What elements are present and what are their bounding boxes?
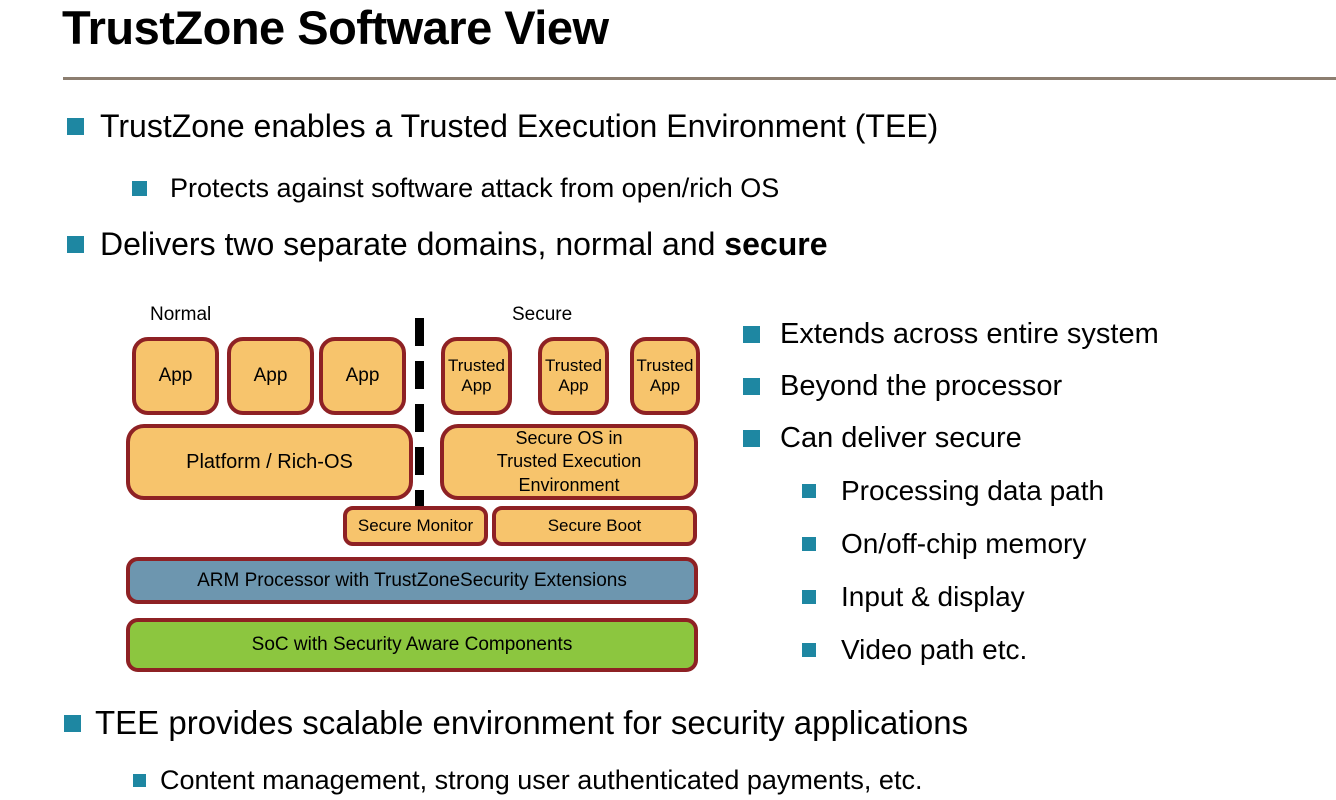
secure-monitor-box: Secure Monitor	[343, 506, 488, 546]
page-title: TrustZone Software View	[62, 1, 609, 54]
bullet-processing	[802, 473, 1104, 509]
bullet-video-path	[802, 632, 1027, 668]
app-box: App	[132, 337, 219, 415]
bullet-icon	[743, 378, 760, 395]
bullet-icon	[802, 643, 816, 657]
bullet-icon	[132, 181, 147, 196]
bullet-domains-prefix: Delivers two separate domains, normal and	[100, 225, 725, 262]
bullet-icon	[64, 715, 81, 732]
bullet-memory-label: On/off-chip memory	[841, 528, 1087, 559]
app-box: App	[227, 337, 314, 415]
bullet-icon	[802, 537, 816, 551]
bullet-icon	[802, 484, 816, 498]
trusted-app-box: Trusted App	[630, 337, 700, 415]
bullet-processing-label: Processing data path	[841, 475, 1105, 506]
secure-boot-box: Secure Boot	[492, 506, 697, 546]
normal-domain-label: Normal	[150, 304, 212, 325]
bullet-content-mgmt	[133, 760, 922, 800]
bullet-icon	[743, 430, 760, 447]
bullet-can-deliver	[743, 420, 1022, 456]
bullet-tee-label: TrustZone enables a Trusted Execution Environment (TEE)	[100, 107, 939, 144]
bullet-memory	[802, 526, 1086, 562]
bullet-protects	[132, 168, 779, 208]
arm-processor-bar: ARM Processor with TrustZoneSecurity Extensions	[126, 557, 698, 604]
bullet-can-deliver-label: Can deliver secure	[780, 421, 1022, 454]
bullet-video-path-label: Video path etc.	[841, 634, 1028, 665]
bullet-icon	[67, 236, 84, 253]
bullet-beyond-label: Beyond the processor	[780, 369, 1063, 402]
secure-os-line1: Secure OS in	[515, 428, 623, 449]
bullet-icon	[743, 326, 760, 343]
bullet-domains	[67, 222, 827, 266]
bullet-extends	[743, 316, 1159, 352]
bullet-domains-bold: secure	[724, 225, 828, 262]
bullet-protects-label: Protects against software attack from open/rich OS	[170, 172, 780, 203]
trusted-app-box: Trusted App	[538, 337, 609, 415]
trusted-app-box: Trusted App	[441, 337, 512, 415]
secure-os-box	[440, 424, 698, 500]
bullet-icon	[67, 118, 84, 135]
bullet-icon	[133, 774, 146, 787]
bullet-tee	[67, 104, 938, 148]
domain-divider-dashed-line	[415, 318, 424, 506]
title-underline	[63, 77, 1336, 80]
platform-rich-os-box: Platform / Rich-OS	[126, 424, 413, 500]
bullet-tee-provides	[64, 700, 968, 746]
bullet-icon	[802, 590, 816, 604]
app-box: App	[319, 337, 406, 415]
bullet-tee-provides-label: TEE provides scalable environment for security applications	[95, 704, 969, 741]
bullet-input-display-label: Input & display	[841, 581, 1025, 612]
bullet-domains-label	[100, 226, 827, 263]
bullet-beyond	[743, 368, 1062, 404]
bullet-extends-label: Extends across entire system	[780, 317, 1159, 350]
secure-domain-label: Secure	[512, 304, 573, 325]
secure-os-line2: Trusted Execution Environment	[496, 451, 642, 495]
soc-bar: SoC with Security Aware Components	[126, 618, 698, 672]
bullet-input-display	[802, 579, 1025, 615]
bullet-content-mgmt-label: Content management, strong user authenticated payments, etc.	[160, 764, 923, 795]
secure-os-text	[444, 427, 694, 496]
